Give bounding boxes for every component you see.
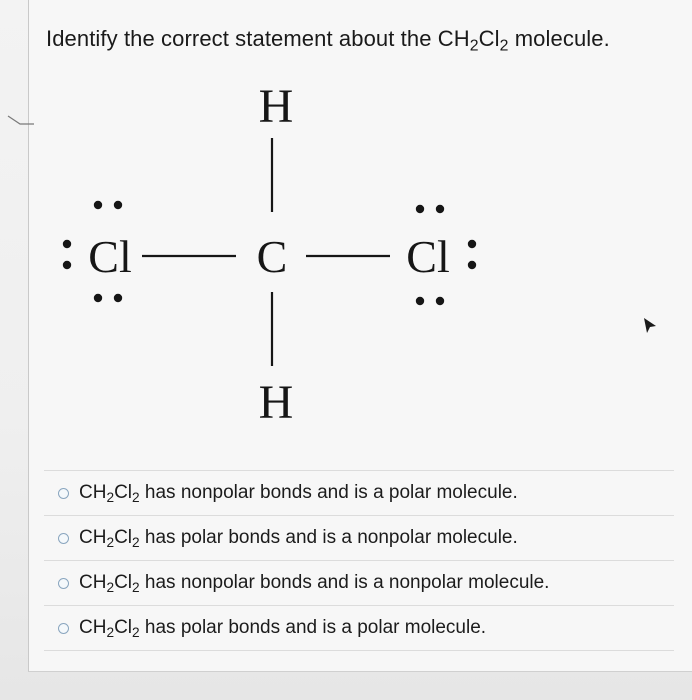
formula-cl: Cl xyxy=(114,617,133,638)
answer-option-4[interactable] xyxy=(44,605,674,651)
question-prompt xyxy=(46,26,610,55)
formula-subscript: 2 xyxy=(132,489,140,505)
formula-cl: Cl xyxy=(114,482,133,503)
answer-option-1[interactable] xyxy=(44,470,674,515)
formula-ch: CH xyxy=(79,527,107,548)
formula-subscript: 2 xyxy=(132,624,140,640)
answer-statement: has polar bonds and is a polar molecule. xyxy=(139,617,487,638)
answer-statement: has nonpolar bonds and is a nonpolar molecule. xyxy=(139,572,550,593)
formula-cl: Cl xyxy=(114,572,133,593)
atom-c-center: C xyxy=(256,231,288,282)
answer-option-text xyxy=(79,482,518,504)
formula-subscript: 2 xyxy=(106,624,115,640)
mouse-cursor-icon xyxy=(642,316,658,336)
formula-ch: CH xyxy=(79,482,107,503)
answer-options xyxy=(44,470,674,651)
formula-cl: Cl xyxy=(114,527,133,548)
formula-subscript: 2 xyxy=(106,534,115,550)
question-suffix: molecule. xyxy=(508,26,610,51)
answer-statement: has polar bonds and is a nonpolar molecule. xyxy=(139,527,518,548)
margin-mark xyxy=(6,112,36,134)
atom-h-bottom: H xyxy=(258,376,294,429)
radio-button[interactable] xyxy=(58,533,69,544)
formula-subscript: 2 xyxy=(132,579,140,595)
answer-option-3[interactable] xyxy=(44,560,674,605)
lewis-structure-diagram xyxy=(40,70,560,440)
formula-subscript: 2 xyxy=(132,534,140,550)
radio-button[interactable] xyxy=(58,578,69,589)
radio-button[interactable] xyxy=(58,623,69,634)
question-prefix: Identify the correct statement about the CH xyxy=(46,26,470,51)
formula-subscript: 2 xyxy=(106,579,115,595)
question-subscript-cl: 2 xyxy=(499,37,509,55)
question-cl: Cl xyxy=(478,26,500,51)
answer-option-text xyxy=(79,617,486,639)
atom-cl-right: Cl xyxy=(406,231,450,282)
radio-button[interactable] xyxy=(58,488,69,499)
atom-h-top: H xyxy=(258,80,294,133)
answer-option-2[interactable] xyxy=(44,515,674,560)
answer-statement: has nonpolar bonds and is a polar molecule. xyxy=(139,482,518,503)
answer-option-text xyxy=(79,572,549,594)
answer-option-text xyxy=(79,527,518,549)
formula-ch: CH xyxy=(79,572,107,593)
question-subscript-h: 2 xyxy=(469,37,479,55)
formula-ch: CH xyxy=(79,617,107,638)
formula-subscript: 2 xyxy=(106,489,115,505)
atom-cl-left: Cl xyxy=(88,231,132,282)
